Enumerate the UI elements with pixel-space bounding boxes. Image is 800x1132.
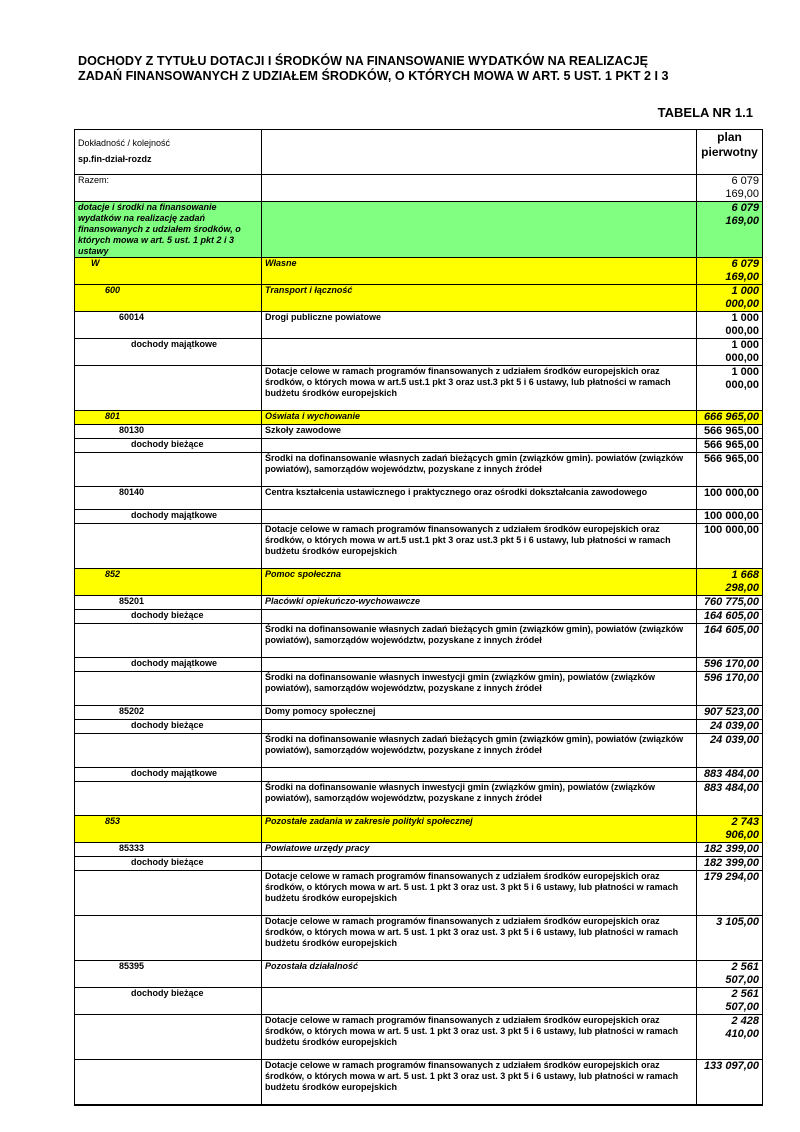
cell-description: Środki na dofinansowanie własnych inwestycji gmin (związków gmin), powiatów (związków powiatów), samorządów województw, pozyskane z innych źródeł <box>262 782 697 816</box>
table-row <box>75 672 763 706</box>
cell-description: Środki na dofinansowanie własnych zadań bieżących gmin (związków gmin), powiatów (związków powiatów), samorządów województw, pozyskane z innych źródeł <box>262 624 697 658</box>
cell-code: 85201 <box>75 596 262 610</box>
cell-code <box>75 453 262 487</box>
cell-plan-value: 1 000 000,00 <box>697 285 763 312</box>
cell-description: Środki na dofinansowanie własnych zadań bieżących gmin (związków gmin). powiatów (związków powiatów), samorządów województw, pozyskane z innych źródeł <box>262 453 697 487</box>
cell-description: Drogi publiczne powiatowe <box>262 312 697 339</box>
table-row <box>75 524 763 569</box>
header-order-code: sp.fin-dział-rozdz <box>78 154 152 164</box>
table-row <box>75 857 763 871</box>
cell-plan-value: 133 097,00 <box>697 1060 763 1106</box>
cell-code: 801 <box>75 411 262 425</box>
cell-description: Centra kształcenia ustawicznego i praktycznego oraz ośrodki dokształcania zawodowego <box>262 487 697 510</box>
cell-code: 85202 <box>75 706 262 720</box>
cell-description <box>262 610 697 624</box>
cell-code: W <box>75 258 262 285</box>
table-row <box>75 411 763 425</box>
cell-description: Pomoc społeczna <box>262 569 697 596</box>
table-row <box>75 720 763 734</box>
header-plan-line-2: pierwotny <box>701 145 758 159</box>
cell-description <box>262 175 697 202</box>
cell-description <box>262 857 697 871</box>
cell-code <box>75 871 262 916</box>
cell-plan-value: 6 079 169,00 <box>697 202 763 258</box>
cell-description: Pozostałe zadania w zakresie polityki społecznej <box>262 816 697 843</box>
cell-plan-value: 100 000,00 <box>697 487 763 510</box>
cell-plan-value: 2 561 507,00 <box>697 988 763 1015</box>
cell-description <box>262 720 697 734</box>
header-col-order <box>75 130 262 175</box>
table-number: TABELA NR 1.1 <box>657 105 753 120</box>
cell-plan-value: 1 000 000,00 <box>697 312 763 339</box>
cell-plan-value: 1 000 000,00 <box>697 366 763 411</box>
cell-code <box>75 524 262 569</box>
table-row <box>75 610 763 624</box>
table-row <box>75 312 763 339</box>
cell-code: Razem: <box>75 175 262 202</box>
cell-plan-value: 566 965,00 <box>697 453 763 487</box>
cell-description: Placówki opiekuńczo-wychowawcze <box>262 596 697 610</box>
cell-description: Powiatowe urzędy pracy <box>262 843 697 857</box>
cell-plan-value: 2 428 410,00 <box>697 1015 763 1060</box>
cell-description: Dotacje celowe w ramach programów finansowanych z udziałem środków europejskich oraz środków, o których mowa w art. 5 ust. 1 pkt 3 oraz ust. 3 pkt 5 i 6 ustawy, lub płatności w ramach budżetu środków europejskich <box>262 1015 697 1060</box>
cell-plan-value: 100 000,00 <box>697 510 763 524</box>
cell-description: Oświata i wychowanie <box>262 411 697 425</box>
table-row <box>75 366 763 411</box>
cell-plan-value: 2 561 507,00 <box>697 961 763 988</box>
table-row <box>75 706 763 720</box>
table-row <box>75 871 763 916</box>
cell-plan-value: 566 965,00 <box>697 425 763 439</box>
cell-plan-value: 596 170,00 <box>697 672 763 706</box>
cell-description <box>262 202 697 258</box>
cell-code: 60014 <box>75 312 262 339</box>
table-row <box>75 734 763 768</box>
cell-plan-value: 182 399,00 <box>697 857 763 871</box>
cell-description: Dotacje celowe w ramach programów finansowanych z udziałem środków europejskich oraz środków, o których mowa w art. 5 ust. 1 pkt 3 oraz ust. 3 pkt 5 i 6 ustawy, lub płatności w ramach budżetu środków europejskich <box>262 1060 697 1106</box>
cell-code <box>75 782 262 816</box>
table-row <box>75 569 763 596</box>
table-row <box>75 596 763 610</box>
cell-plan-value: 760 775,00 <box>697 596 763 610</box>
cell-plan-value: 179 294,00 <box>697 871 763 916</box>
cell-plan-value: 164 605,00 <box>697 610 763 624</box>
cell-description: Środki na dofinansowanie własnych zadań bieżących gmin (związków gmin), powiatów (związków powiatów), samorządów województw, pozyskane z innych źródeł <box>262 734 697 768</box>
cell-plan-value: 182 399,00 <box>697 843 763 857</box>
cell-description: Transport i łączność <box>262 285 697 312</box>
table-row <box>75 843 763 857</box>
table-row <box>75 285 763 312</box>
cell-code: dochody majątkowe <box>75 339 262 366</box>
cell-plan-value: 164 605,00 <box>697 624 763 658</box>
table-row <box>75 961 763 988</box>
cell-plan-value: 907 523,00 <box>697 706 763 720</box>
document-title-line-2: ZADAŃ FINANSOWANYCH Z UDZIAŁEM ŚRODKÓW, O KTÓRYCH MOWA W ART. 5 UST. 1 PKT 2 I 3 <box>78 69 669 83</box>
income-table <box>74 129 763 1106</box>
cell-description: Domy pomocy społecznej <box>262 706 697 720</box>
cell-description: Dotacje celowe w ramach programów finansowanych z udziałem środków europejskich oraz środków, o których mowa w art.5 ust.1 pkt 3 oraz ust.3 pkt 5 i 6 ustawy, lub płatności w ramach budżetu środków europejskich <box>262 366 697 411</box>
cell-code: dochody majątkowe <box>75 768 262 782</box>
cell-description: Dotacje celowe w ramach programów finansowanych z udziałem środków europejskich oraz środków, o których mowa w art.5 ust.1 pkt 3 oraz ust.3 pkt 5 i 6 ustawy, lub płatności w ramach budżetu środków europejskich <box>262 524 697 569</box>
cell-description: Dotacje celowe w ramach programów finansowanych z udziałem środków europejskich oraz środków, o których mowa w art. 5 ust. 1 pkt 3 oraz ust. 3 pkt 5 i 6 ustawy, lub płatności w ramach budżetu środków europejskich <box>262 871 697 916</box>
cell-code: dochody bieżące <box>75 988 262 1015</box>
document-title-line-1: DOCHODY Z TYTUŁU DOTACJI I ŚRODKÓW NA FINANSOWANIE WYDATKÓW NA REALIZACJĘ <box>78 54 648 68</box>
cell-code: 853 <box>75 816 262 843</box>
cell-plan-value: 6 079 169,00 <box>697 175 763 202</box>
cell-plan-value: 24 039,00 <box>697 734 763 768</box>
cell-code: 852 <box>75 569 262 596</box>
document-title <box>78 54 768 84</box>
table-row <box>75 258 763 285</box>
cell-code: dochody bieżące <box>75 610 262 624</box>
table-row <box>75 916 763 961</box>
cell-code <box>75 624 262 658</box>
cell-code: 600 <box>75 285 262 312</box>
cell-plan-value: 6 079 169,00 <box>697 258 763 285</box>
cell-code <box>75 916 262 961</box>
table-row <box>75 339 763 366</box>
cell-description <box>262 988 697 1015</box>
table-row <box>75 1060 763 1106</box>
table-row <box>75 988 763 1015</box>
cell-plan-value: 2 743 906,00 <box>697 816 763 843</box>
cell-plan-value: 883 484,00 <box>697 768 763 782</box>
cell-plan-value: 3 105,00 <box>697 916 763 961</box>
table-row <box>75 453 763 487</box>
cell-code: dochody bieżące <box>75 857 262 871</box>
cell-code: 85333 <box>75 843 262 857</box>
table-row <box>75 425 763 439</box>
cell-code: 80130 <box>75 425 262 439</box>
table-row <box>75 1015 763 1060</box>
cell-description: Szkoły zawodowe <box>262 425 697 439</box>
table-row <box>75 510 763 524</box>
cell-description: Pozostała działalność <box>262 961 697 988</box>
table-row <box>75 768 763 782</box>
header-col-description <box>262 130 697 175</box>
cell-plan-value: 596 170,00 <box>697 658 763 672</box>
cell-code <box>75 734 262 768</box>
cell-plan-value: 883 484,00 <box>697 782 763 816</box>
cell-plan-value: 1 000 000,00 <box>697 339 763 366</box>
cell-description <box>262 768 697 782</box>
header-plan-line-1: plan <box>717 130 742 144</box>
cell-description: Dotacje celowe w ramach programów finansowanych z udziałem środków europejskich oraz środków, o których mowa w art. 5 ust. 1 pkt 3 oraz ust. 3 pkt 5 i 6 ustawy, lub płatności w ramach budżetu środków europejskich <box>262 916 697 961</box>
cell-code: 80140 <box>75 487 262 510</box>
cell-code <box>75 1060 262 1106</box>
cell-code: dochody majątkowe <box>75 658 262 672</box>
cell-code <box>75 1015 262 1060</box>
cell-description: Środki na dofinansowanie własnych inwestycji gmin (związków gmin), powiatów (związków powiatów), samorządów województw, pozyskane z innych źródeł <box>262 672 697 706</box>
cell-description: Własne <box>262 258 697 285</box>
cell-plan-value: 666 965,00 <box>697 411 763 425</box>
cell-code: 85395 <box>75 961 262 988</box>
table-row <box>75 624 763 658</box>
table-row <box>75 658 763 672</box>
cell-code <box>75 672 262 706</box>
cell-plan-value: 1 668 298,00 <box>697 569 763 596</box>
cell-description <box>262 510 697 524</box>
table-row <box>75 175 763 202</box>
table-row <box>75 782 763 816</box>
cell-description <box>262 339 697 366</box>
cell-code: dochody bieżące <box>75 439 262 453</box>
cell-description <box>262 439 697 453</box>
table-row <box>75 439 763 453</box>
cell-code: dochody majątkowe <box>75 510 262 524</box>
header-order-label: Dokładność / kolejność <box>78 138 171 148</box>
cell-code: dochody bieżące <box>75 720 262 734</box>
cell-code <box>75 366 262 411</box>
cell-plan-value: 100 000,00 <box>697 524 763 569</box>
cell-code: dotacje i środki na finansowanie wydatków na realizację zadań finansowanych z udziałem środków, o których mowa w art. 5 ust. 1 pkt 2 i 3 ustawy <box>75 202 262 258</box>
table-row <box>75 487 763 510</box>
header-col-plan <box>697 130 763 175</box>
table-header-row <box>75 130 763 175</box>
cell-plan-value: 24 039,00 <box>697 720 763 734</box>
table-row <box>75 202 763 258</box>
cell-plan-value: 566 965,00 <box>697 439 763 453</box>
cell-description <box>262 658 697 672</box>
table-row <box>75 816 763 843</box>
